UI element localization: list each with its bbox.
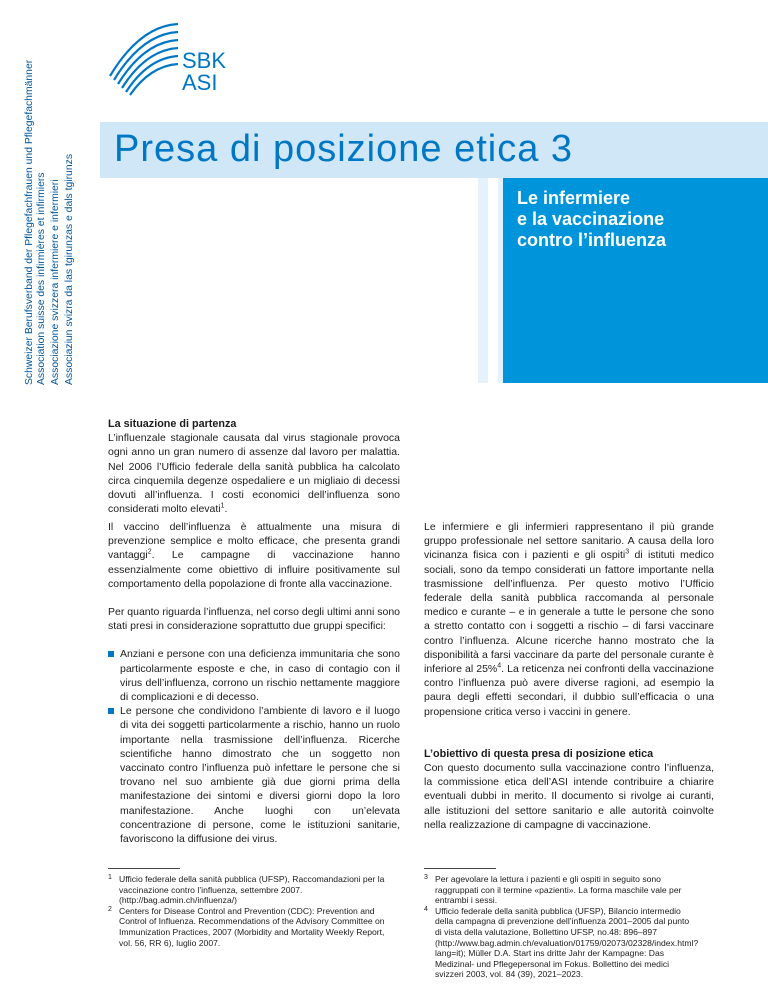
footnotes-right	[424, 868, 699, 980]
list-item: Anziani e persone con una deficienza immunitaria che sono particolarmente esposte e che, in caso di contagio con il virus dell’influenza, corrono un rischio nettamente maggiore di complicazioni e di decesso.	[108, 647, 400, 704]
right-p1-a: Le infermiere e gli infermieri rappresentano il più grande gruppo professionale nel settore sanitario. A causa della loro vicinanza fisica con i pazienti e gli ospiti	[424, 521, 714, 562]
association-name-de: Schweizer Berufsverband der Pflegefachfrauen und Pflegefachmänner	[24, 59, 35, 385]
risk-groups-list	[108, 647, 400, 846]
footnote-number: 3	[424, 874, 428, 881]
right-column	[424, 520, 714, 846]
logo-swoosh-icon	[100, 16, 180, 96]
footnote-ref[interactable]: 2	[147, 548, 152, 556]
left-p1-rest: . Le campagne di vaccinazione hanno essenzialmente come obiettivo di influire positivamente sul comportamento della popolazione di fronte alla vaccinazione.	[108, 549, 400, 590]
left-column	[108, 520, 400, 860]
footnote-text: Per agevolare la lettura i pazienti e gli ospiti in seguito sono raggruppati con il termine «pazienti». La forma maschile vale per entrambi i sessi.	[435, 874, 682, 906]
footnote-item	[108, 906, 393, 948]
association-name-rm: Associaziun svizra da las tgirunzas e dals tgirunzs	[64, 153, 75, 385]
list-item: Le persone che condividono l’ambiente di lavoro e il luogo di vita dei soggetti particolarmente a rischio, hanno un ruolo importante nella trasmissione dell’influenza. Ricerche scientifiche hanno dimostrato che un soggetto non vaccinato contro l’influenza può infettare le persone che si trovano nel suo ambiente già due giorni prima della manifestazione dei sintomi e diversi giorni dopo la loro manifestazione. Anche luoghi con un’elevata concentrazione di persone, come le istituzioni sanitarie, favoriscono la diffusione dei virus.	[108, 704, 400, 846]
footnote-ref[interactable]: 4	[497, 662, 502, 670]
right-p1-b: di istituti medico sociali, sono da tempo considerati un fattore importante nella trasmissione dell’influenza. Per questo motivo l’Ufficio federale della sanità pubblica raccomanda al personale medico e curante – e in generale a tutte le persone che sono a stretto contatto con i soggetti a rischio – di farsi vaccinare contro l’influenza. Alcune ricerche hanno mostrato che la disponibilità a farsi vaccinare da parte del personale curante è inferiore al 25%	[424, 549, 714, 676]
intro-heading: La situazione di partenza	[108, 418, 237, 430]
footnote-text: Ufficio federale della sanità pubblica (UFSP), Bilancio intermedio della campagna di prevenzione dell’influenza 2001–2005 dal punto di vista della valutazione, Bollettino UFSP, no.48: 896–897 (http://www.bag.admin.ch/evaluation/01759/02073/02328/index.html?lang=it); Müller D.A. Start ins dritte Jahr der Kampagne: Das Medizinal- und Pflegepersonal im Fokus. Bollettino dei medici svizzeri 2003, vol. 84 (39), 2021–2023.	[435, 905, 699, 980]
footnote-number: 1	[108, 874, 112, 881]
left-paragraph-2: Per quanto riguarda l’influenza, nel corso degli ultimi anni sono stati presi in considerazione soprattutto due gruppi specifici:	[108, 606, 400, 633]
right-p1-c: . La reticenza nei confronti della vaccinazione contro l’influenza può avere diverse ragioni, ad esempio la paura degli effetti secondari, il dubbio sull’efficacia o una propensione critica verso i vaccini in genere.	[424, 663, 714, 718]
subtitle-line-2: e la vaccinazione	[517, 209, 665, 229]
logo-text	[182, 50, 226, 94]
left-p1-text: Il vaccino dell’influenza è attualmente una misura di prevenzione semplice e molto efficace, che presenta grandi vantaggi	[108, 521, 400, 562]
right-paragraph-1	[424, 520, 714, 719]
footnote-item	[424, 874, 694, 906]
intro-text: L’influenzale stagionale causata dal virus stagionale provoca ogni anno un gran numero di assenze dal lavoro per malattia. Nel 2006 l’Ufficio federale della sanità pubblica ha calcolato circa cinquemila degenze ospedaliere e un migliaio di decessi dovuti all’influenza. I costi economici dell’influenza sono considerati molto elevati	[108, 432, 400, 516]
sbk-logo	[100, 12, 250, 102]
footnote-divider	[424, 868, 496, 869]
objective-heading: L’obiettivo di questa presa di posizione etica	[424, 747, 654, 760]
left-paragraph-1	[108, 520, 400, 591]
footnotes-left	[108, 868, 393, 948]
association-name-it: Associazione svizzera infermiere e infermieri	[50, 179, 61, 385]
subtitle-box	[503, 178, 768, 383]
footnote-ref[interactable]: 3	[625, 548, 630, 556]
footnote-text: Ufficio federale della sanità pubblica (UFSP), Raccomandazioni per la vaccinazione contro l’influenza, settembre 2007. (http://bag.admin.ch/influenza/)	[119, 874, 385, 906]
intro-paragraph: L’influenzale stagionale causata dal virus stagionale provoca ogni anno un gran numero di assenze dal lavoro per malattia. Nel 2006 l’Ufficio federale della sanità pubblica ha calcolato circa cinquemila degenze ospedaliere e un migliaio di decessi dovuti all’influenza. I costi economici dell’influenza sono considerati molto elevati$^1$.	[108, 432, 400, 516]
footnote-item	[108, 874, 393, 906]
subtitle-line-1: Le infermiere	[517, 188, 631, 208]
intro-section	[108, 417, 400, 530]
footnote-text: Centers for Disease Control and Prevention (CDC): Prevention and Control of Influenza. Recommendations of the Advisory Committee on Immunization Practices, 2007 (Morbidity and Mortality Weekly Report, vol. 56, RR 6), luglio 2007.	[119, 905, 385, 948]
association-name-fr: Association suisse des infirmières et infirmiers	[36, 172, 47, 385]
logo-text-asi: ASI	[182, 70, 218, 95]
footnote-number: 2	[108, 905, 112, 913]
subtitle-line-3: contro l’influenza	[517, 230, 667, 250]
objective-paragraph: Con questo documento sulla vaccinazione contro l’influenza, la commissione etica dell’ASI intende contribuire a chiarire eventuali dubbi in merito. Il documento si rivolge ai curanti, alle istituzioni del settore sanitario e alle autorità coinvolte nella realizzazione di campagne di vaccinazione.	[424, 762, 714, 831]
page-title: Presa di posizione etica 3	[114, 128, 574, 170]
footnote-number: 4	[424, 905, 428, 913]
footnote-divider	[108, 868, 180, 869]
logo-text-sbk: SBK	[182, 48, 227, 73]
footnote-item	[424, 905, 699, 980]
subtitle	[517, 188, 757, 251]
footnote-ref[interactable]: 1	[220, 502, 225, 510]
